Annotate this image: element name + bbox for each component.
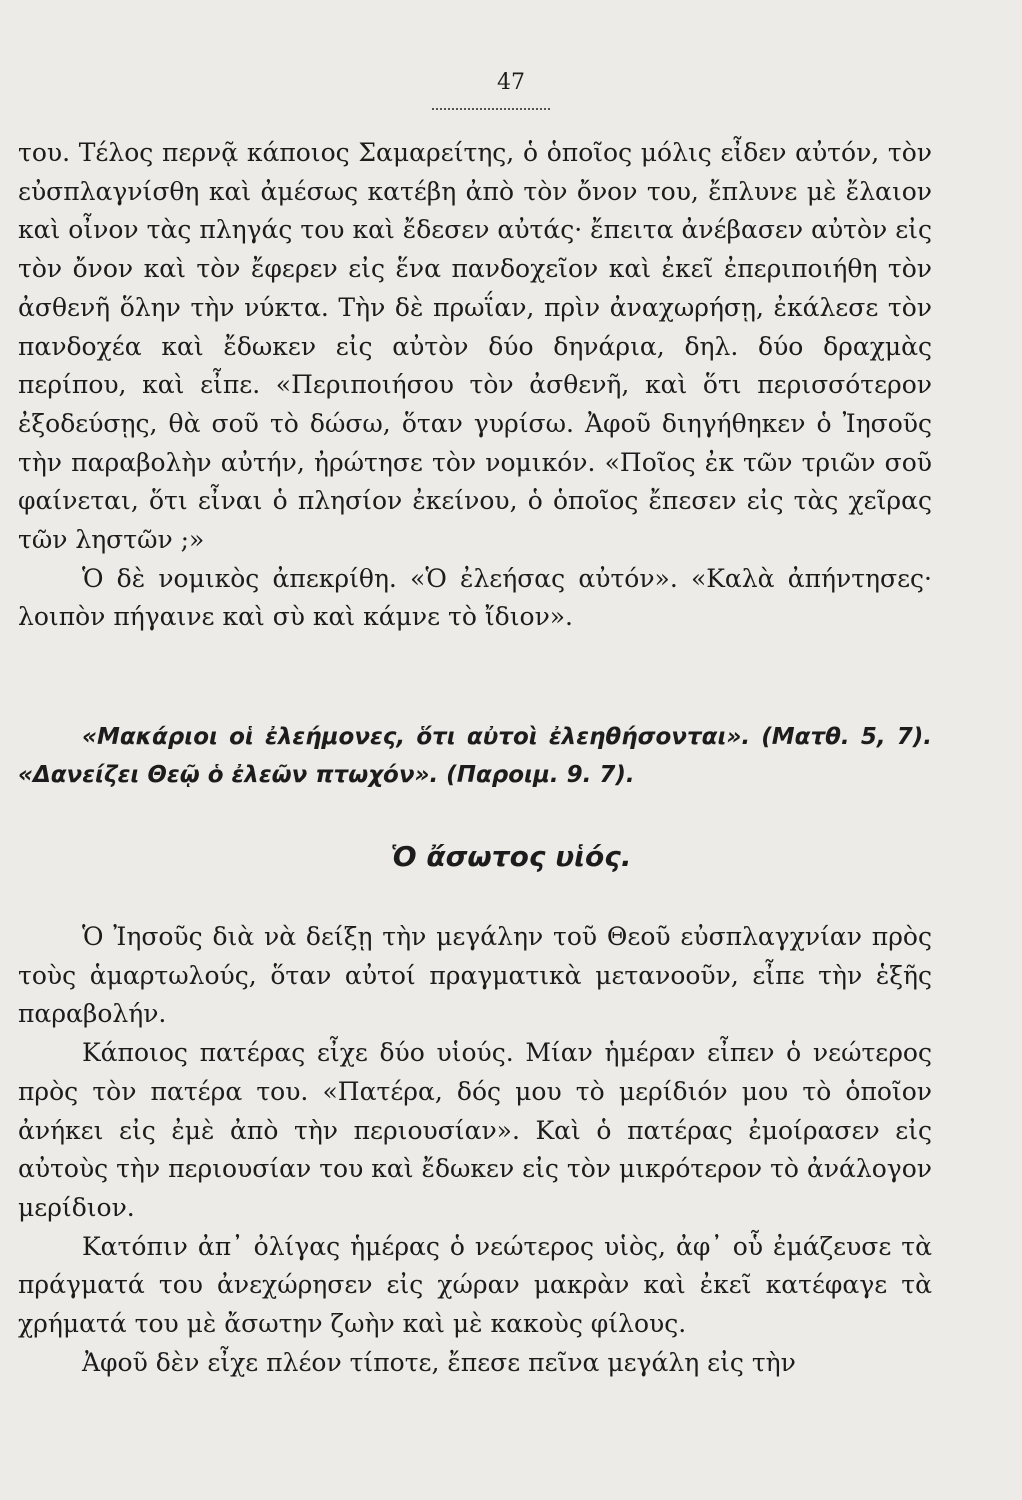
page-number-rule <box>432 108 550 110</box>
section-heading: Ὁ ἄσωτος υἱός. <box>390 840 632 873</box>
parable-paragraph-3: Κατόπιν ἀπ᾽ ὀλίγας ἡμέρας ὁ νεώτερος υἱὸς, ἀφ᾽ οὗ ἐμάζευσε τὰ πράγματά του ἀνεχώρησεν εἰς χώραν μακρὰν καὶ ἐκεῖ κατέφαγε τὰ χρήματά του μὲ ἄσωτην ζωὴν καὶ μὲ κακοὺς φίλους. <box>18 1231 932 1339</box>
page-number: 47 <box>497 70 525 95</box>
reply-paragraph: Ὁ δὲ νομικὸς ἀπεκρίθη. «Ὁ ἐλεήσας αὐτόν». «Καλὰ ἀπήντησες· λοιπὸν πήγαινε καὶ σὺ καὶ κάμνε τὸ ἴδιον». <box>18 563 932 632</box>
parable-paragraph-1: Ὁ Ἰησοῦς διὰ νὰ δείξῃ τὴν μεγάλην τοῦ Θεοῦ εὐσπλαγχνίαν πρὸς τοὺς ἁμαρτωλούς, ὅταν αὐτοί πραγματικὰ μετανοοῦν, εἶπε τὴν ἑξῆς παραβολήν. <box>18 922 932 1029</box>
intro-paragraph: του. Τέλος περνᾷ κάποιος Σαμαρείτης, ὁ ὁποῖος μόλις εἶδεν αὐτόν, τὸν εὐσπλαγνίσθη καὶ ἀμέσως κατέβη ἀπὸ τὸν ὄνον του, ἔπλυνε μὲ ἔλαιον καὶ οἶνον τὰς πληγάς του καὶ ἔδεσεν αὐτάς· ἔπειτα ἀνέβασεν αὐτὸν εἰς τὸν ὄνον καὶ τὸν ἔφερεν εἰς ἕνα πανδοχεῖον καὶ ἐκεῖ ἐπεριποιήθη τὸν ἀσθενῆ ὅλην τὴν νύκτα. Τὴν δὲ πρωΐαν, πρὶν ἀναχωρήσῃ, ἐκάλεσε τὸν πανδοχέα καὶ ἔδωκεν εἰς αὐτὸν δύο δηνάρια, δηλ. δύο δραχμὰς περίπου, καὶ εἶπε. «Περιποιήσου τὸν ἀσθενῆ, καὶ ὅτι περισσότερον ἐξοδεύσῃς, θὰ σοῦ τὸ δώσω, ὅταν γυρίσω. Ἀφοῦ διηγήθηκεν ὁ Ἰησοῦς τὴν παραβολὴν αὐτήν, ἠρώτησε τὸν νομικόν. «Ποῖος ἐκ τῶν τριῶν σοῦ φαίνεται, ὅτι εἶναι ὁ πλησίον ἐκείνου, ὁ ὁποῖος ἔπεσεν εἰς τὰς χεῖρας τῶν ληστῶν ;» <box>18 138 932 555</box>
parable-paragraph-2: Κάποιος πατέρας εἶχε δύο υἱούς. Μίαν ἡμέραν εἶπεν ὁ νεώτερος πρὸς τὸν πατέρα του. «Πατέρα, δός μου τὸ μερίδιόν μου τὸ ὁποῖον ἀνήκει εἰς ἐμὲ ἀπὸ τὴν περιουσίαν». Καὶ ὁ πατέρας ἐμοίρασεν εἰς αὐτοὺς τὴν περιουσίαν του καὶ ἔδωκεν εἰς τὸν μικρότερον τὸ ἀνάλογον μερίδιον. <box>18 1038 932 1222</box>
parable-paragraph-4: Ἀφοῦ δὲν εἶχε πλέον τίποτε, ἔπεσε πεῖνα μεγάλη εἰς τὴν <box>82 1347 796 1377</box>
intro-section <box>18 134 932 637</box>
scripture-quote: «Μακάριοι οἱ ἐλεήμονες, ὅτι αὐτοὶ ἐλεηθήσονται». (Ματθ. 5, 7). «Δανείζει Θεῷ ὁ ἐλεῶν πτωχόν». (Παροιμ. 9. 7). <box>18 724 932 788</box>
parable-section <box>18 918 932 1382</box>
